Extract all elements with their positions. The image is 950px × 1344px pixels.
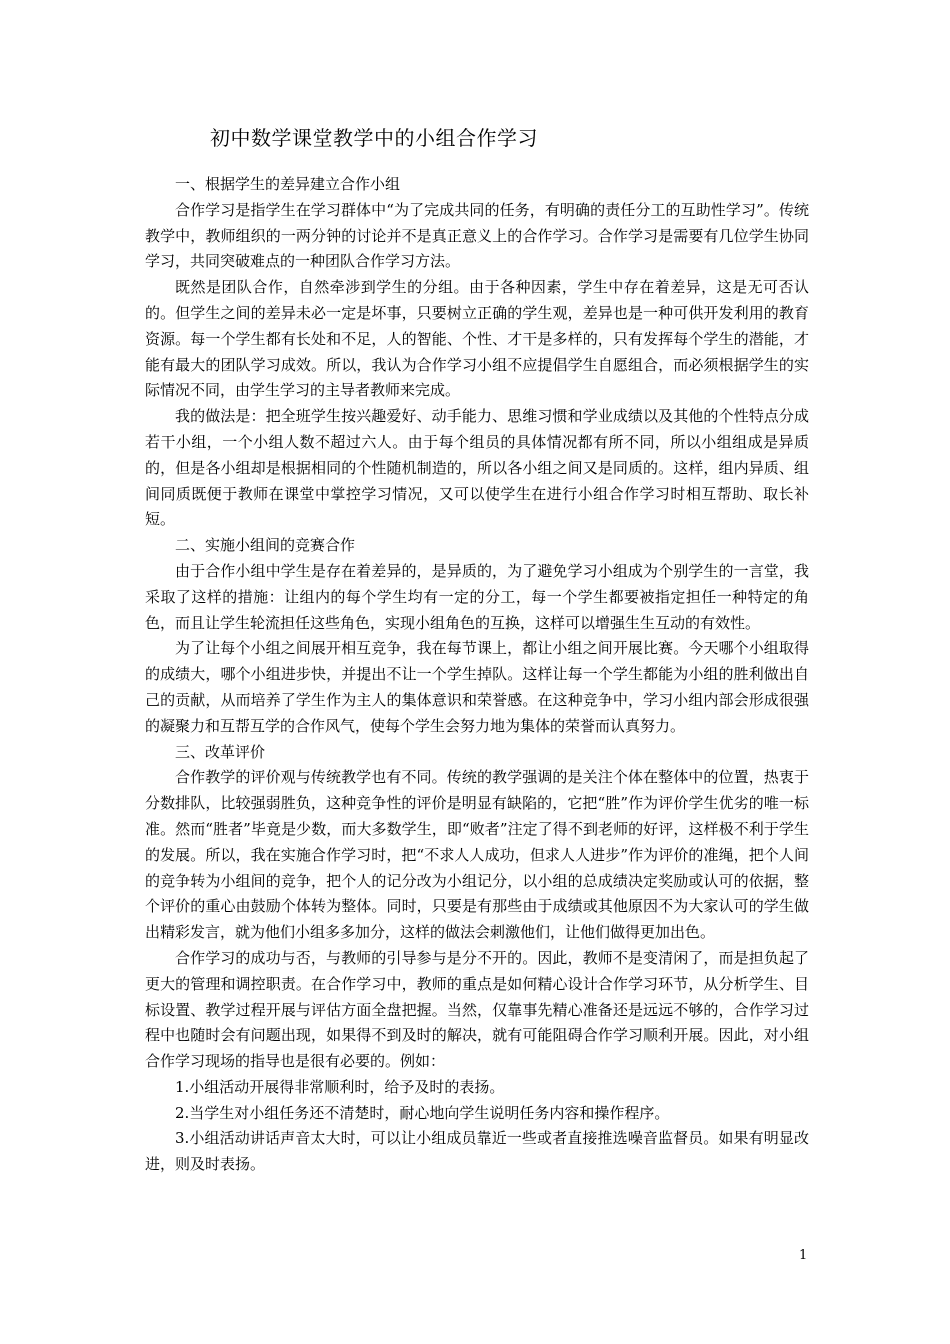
document-title: 初中数学课堂教学中的小组合作学习 <box>210 126 538 150</box>
paragraph: 合作学习的成功与否，与教师的引导参与是分不开的。因此，教师不是变清闲了，而是担负起了更大的管理和调控职责。在合作学习中，教师的重点是如何精心设计合作学习环节，从分析学生、目标设置、教学过程开展与评估方面全盘把握。当然，仅靠事先精心准备还是远远不够的，合作学习过程中也随时会有问题出现，如果得不到及时的解决，就有可能阻碍合作学习顺利开展。因此，对小组合作学习现场的指导也是很有必要的。例如： <box>145 948 809 1071</box>
paragraph: 由于合作小组中学生是存在着差异的，是异质的，为了避免学习小组成为个别学生的一言堂，我采取了这样的措施：让组内的每个学生均有一定的分工，每一个学生都要被指定担任一种特定的角色，而且让学生轮流担任这些角色，实现小组角色的互换，这样可以增强生生互动的有效性。 <box>145 561 809 632</box>
page-number: 1 <box>799 1248 808 1263</box>
paragraph: 为了让每个小组之间展开相互竞争，我在每节课上，都让小组之间开展比赛。今天哪个小组取得的成绩大，哪个小组进步快，并提出不让一个学生掉队。这样让每一个学生都能为小组的胜利做出自己的贡献，从而培养了学生作为主人的集体意识和荣誉感。在这种竞争中，学习小组内部会形成很强的凝聚力和互帮互学的合作风气，使每个学生会努力地为集体的荣誉而认真努力。 <box>145 639 809 735</box>
document-body <box>145 172 809 1178</box>
list-item: 3.小组活动讲话声音太大时，可以让小组成员靠近一些或者直接推选噪音监督员。如果有明显改进，则及时表扬。 <box>145 1129 809 1174</box>
section-heading: 三、改革评价 <box>175 742 266 761</box>
list-item: 2.当学生对小组任务还不清楚时，耐心地向学生说明任务内容和操作程序。 <box>175 1103 670 1122</box>
paragraph: 既然是团队合作，自然牵涉到学生的分组。由于各种因素，学生中存在着差异，这是无可否认的。但学生之间的差异未必一定是坏事，只要树立正确的学生观，差异也是一种可供开发利用的教育资源。每一个学生都有长处和不足，人的智能、个性、才干是多样的，只有发挥每个学生的潜能，才能有最大的团队学习成效。所以，我认为合作学习小组不应提倡学生自愿组合，而必须根据学生的实际情况不同，由学生学习的主导者教师来完成。 <box>145 278 809 400</box>
paragraph: 合作教学的评价观与传统教学也有不同。传统的教学强调的是关注个体在整体中的位置，热衷于分数排队，比较强弱胜负，这种竞争性的评价是明显有缺陷的，它把“胜”作为评价学生优劣的唯一标准。然而“胜者”毕竟是少数，而大多数学生，即“败者”注定了得不到老师的好评，这样极不利于学生的发展。所以，我在实施合作学习时，把“不求人人成功，但求人人进步”作为评价的准绳，把个人间的竞争转为小组间的竞争，把个人的记分改为小组记分，以小组的总成绩决定奖励或认可的依据，整个评价的重心由鼓励个体转为整体。同时，只要是有那些由于成绩或其他原因不为大家认可的学生做出精彩发言，就为他们小组多多加分，这样的做法会刺激他们，让他们做得更加出色。 <box>145 768 809 942</box>
paragraph: 我的做法是：把全班学生按兴趣爱好、动手能力、思维习惯和学业成绩以及其他的个性特点分成若干小组，一个小组人数不超过六人。由于每个组员的具体情况都有所不同，所以小组组成是异质的，但是各小组却是根据相同的个性随机制造的，所以各小组之间又是同质的。这样，组内异质、组间同质既便于教师在课堂中掌控学习情况，又可以使学生在进行小组合作学习时相互帮助、取长补短。 <box>145 407 809 529</box>
section-heading: 二、实施小组间的竞赛合作 <box>175 536 356 555</box>
paragraph: 合作学习是指学生在学习群体中“为了完成共同的任务，有明确的责任分工的互助性学习”。传统教学中，教师组织的一两分钟的讨论并不是真正意义上的合作学习。合作学习是需要有几位学生协同学习，共同突破难点的一种团队合作学习方法。 <box>145 200 809 271</box>
list-item: 1.小组活动开展得非常顺利时，给予及时的表扬。 <box>175 1077 505 1096</box>
section-heading: 一、根据学生的差异建立合作小组 <box>175 175 401 193</box>
